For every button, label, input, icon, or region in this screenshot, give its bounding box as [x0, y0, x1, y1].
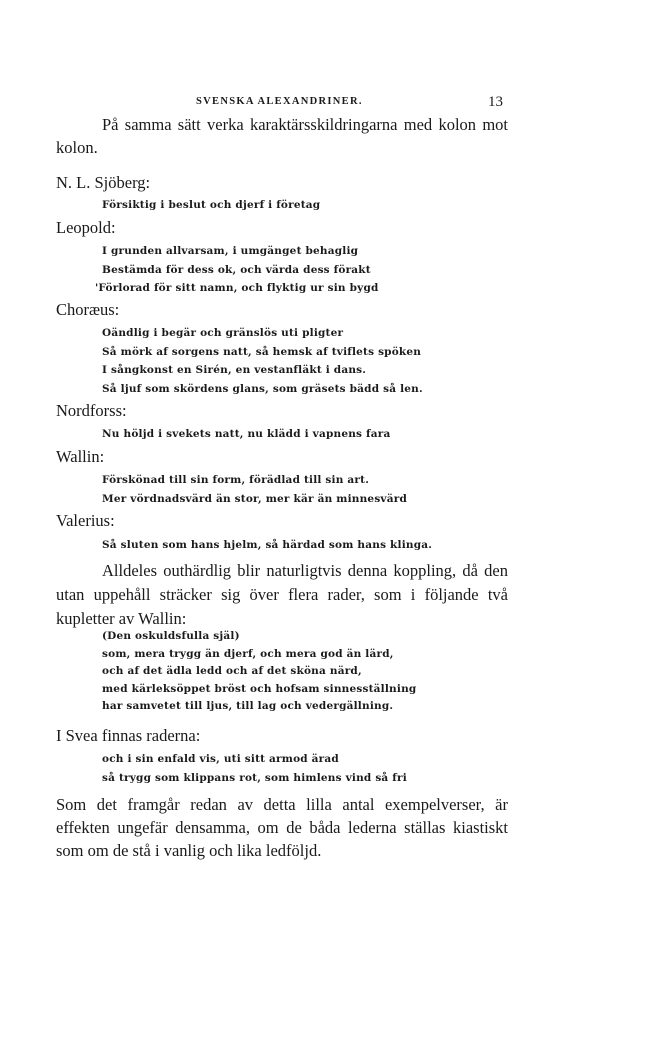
verse-line: Förskönad till sin form, förädlad till sin art. — [102, 474, 370, 486]
speaker-sjoberg: N. L. Sjöberg: — [56, 173, 151, 192]
verse-nordforss — [102, 425, 390, 444]
speaker-leopold: Leopold: — [56, 218, 116, 237]
svea-intro: I Svea finnas raderna: — [56, 726, 201, 745]
running-title: SVENSKA ALEXANDRINER. — [196, 96, 363, 107]
speaker-nordforss: Nordforss: — [56, 401, 127, 420]
verse-line: Bestämda för dess ok, och värda dess förakt — [102, 263, 371, 276]
verse-line: Mer vördnadsvärd än stor, mer kär än minnesvärd — [102, 492, 408, 505]
verse-line: och af det ädla ledd och af det sköna närd, — [102, 665, 362, 677]
page-header — [0, 94, 648, 114]
verse-line: Nu höljd i svekets natt, nu klädd i vapnens fara — [102, 428, 391, 440]
speaker-valerius: Valerius: — [56, 511, 115, 530]
verse-svea — [102, 750, 407, 787]
verse-line: som, mera trygg än djerf, och mera god än lärd, — [102, 647, 394, 660]
speaker-choraeus: Choræus: — [56, 300, 120, 319]
verse-choraeus — [102, 324, 423, 398]
verse-line: Oändlig i begär och gränslös uti pligter — [102, 327, 344, 339]
verse-wallin — [102, 471, 407, 508]
conclusion-paragraph: Som det framgår redan av detta lilla antal exempelverser, är effekten ungefär densamma, om de båda lederna ställas kiastiskt som om de stå i vanlig och lika ledföljd. — [56, 795, 508, 860]
verse-wallin-couplets — [102, 628, 416, 716]
verse-line: I grunden allvarsam, i umgänget behaglig — [102, 245, 359, 257]
verse-line: Så ljuf som skördens glans, som gräsets bädd så len. — [102, 382, 423, 395]
verse-line: I sångkonst en Sirén, en vestanfläkt i dans. — [102, 364, 367, 376]
verse-sjoberg — [102, 196, 320, 215]
verse-line: har samvetet till ljus, till lag och vedergällning. — [102, 700, 394, 712]
verse-valerius — [102, 536, 432, 555]
verse-line: så trygg som klippans rot, som himlens vind så fri — [102, 771, 407, 784]
verse-leopold — [95, 242, 379, 298]
verse-line: Försiktig i beslut och djerf i företag — [102, 199, 321, 211]
verse-line: (Den oskuldsfulla själ) — [102, 630, 240, 642]
verse-line: 'Förlorad för sitt namn, och flyktig ur sin bygd — [95, 282, 379, 294]
verse-line: Så mörk af sorgens natt, så hemsk af tviflets spöken — [102, 345, 422, 358]
verse-line: och i sin enfald vis, uti sitt armod ärad — [102, 753, 339, 765]
page-number: 13 — [488, 94, 503, 110]
intro-paragraph: På samma sätt verka karaktärsskildringarna med kolon mot kolon. — [56, 115, 508, 157]
verse-line: med kärleksöppet bröst och hofsam sinnesställning — [102, 682, 417, 695]
speaker-wallin: Wallin: — [56, 447, 105, 466]
verse-line: Så sluten som hans hjelm, så härdad som hans klinga. — [102, 539, 433, 551]
paragraph-alldeles: Alldeles outhärdlig blir naturligtvis denna koppling, då den utan uppehåll sträcker sig över flera rader, som i följande två kupletter av Wallin: — [56, 561, 508, 628]
